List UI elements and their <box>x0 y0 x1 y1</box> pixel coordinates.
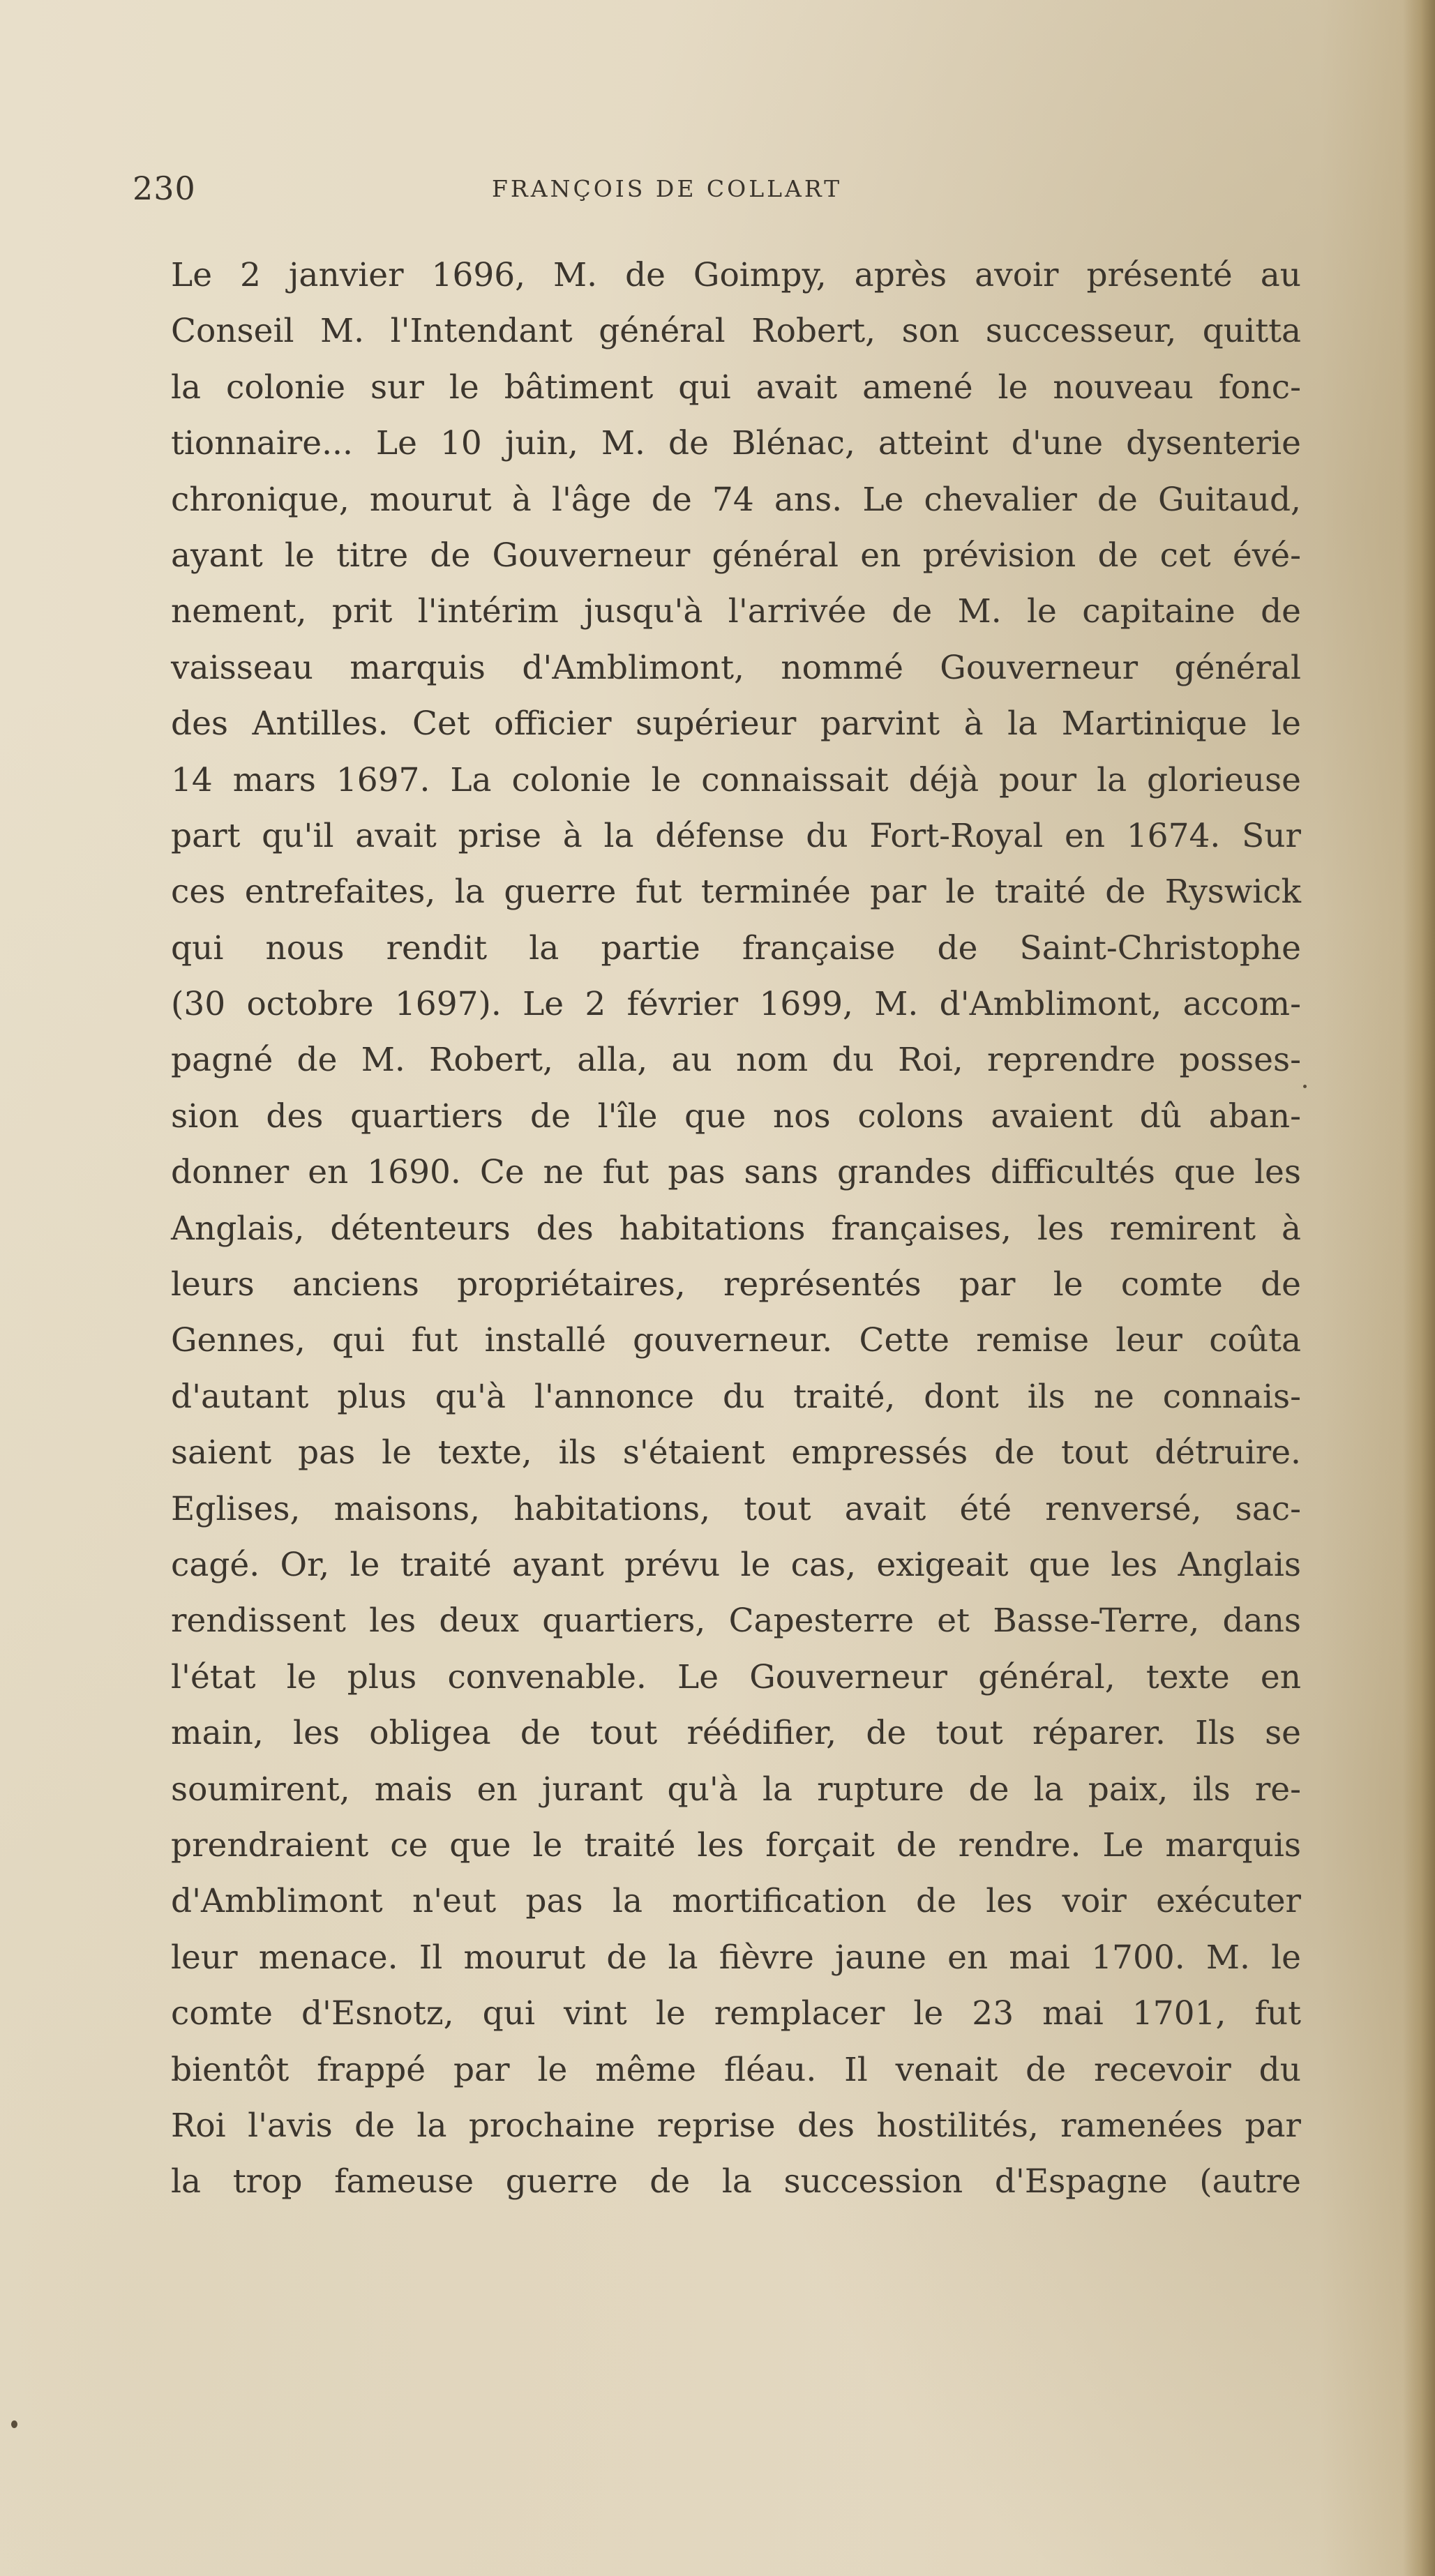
text-line: la trop fameuse guerre de la succession d'Espagne (autre <box>171 2162 1301 2201</box>
text-line: Roi l'avis de la prochaine reprise des hostilités, ramenées par <box>171 2106 1301 2145</box>
body-text <box>171 248 1301 2210</box>
text-line: ces entrefaites, la guerre fut terminée par le traité de Ryswick <box>171 873 1301 912</box>
text-line: qui nous rendit la partie française de Saint-Christophe <box>171 928 1301 967</box>
page-number: 230 <box>133 170 196 207</box>
text-line: donner en 1690. Ce ne fut pas sans grandes difficultés que les <box>171 1153 1301 1192</box>
text-line: des Antilles. Cet officier supérieur parvint à la Martinique le <box>171 705 1301 744</box>
text-line: chronique, mourut à l'âge de 74 ans. Le chevalier de Guitaud, <box>171 480 1301 519</box>
text-line: main, les obligea de tout réédifier, de tout réparer. Ils se <box>171 1714 1301 1753</box>
text-line: Eglises, maisons, habitations, tout avait été renversé, sac- <box>171 1489 1301 1528</box>
text-line: Gennes, qui fut installé gouverneur. Cette remise leur coûta <box>171 1321 1301 1360</box>
text-line: cagé. Or, le traité ayant prévu le cas, exigeait que les Anglais <box>171 1545 1301 1584</box>
text-line: d'Amblimont n'eut pas la mortification de les voir exécuter <box>171 1882 1301 1921</box>
page-edge-shadow <box>1403 0 1435 2576</box>
text-line: l'état le plus convenable. Le Gouverneur général, texte en <box>171 1657 1301 1696</box>
text-line: saient pas le texte, ils s'étaient empressés de tout détruire. <box>171 1433 1301 1472</box>
text-line: la colonie sur le bâtiment qui avait amené le nouveau fonc- <box>171 368 1301 407</box>
text-line: d'autant plus qu'à l'annonce du traité, dont ils ne connais- <box>171 1377 1301 1416</box>
text-line: Le 2 janvier 1696, M. de Goimpy, après avoir présenté au <box>171 256 1301 294</box>
running-head <box>133 170 1294 218</box>
text-line: leurs anciens propriétaires, représentés par le comte de <box>171 1265 1301 1304</box>
running-title: FRANÇOIS DE COLLART <box>492 175 843 202</box>
text-line: 14 mars 1697. La colonie le connaissait déjà pour la glorieuse <box>171 760 1301 799</box>
text-line: Anglais, détenteurs des habitations françaises, les remirent à <box>171 1209 1301 1248</box>
text-line: rendissent les deux quartiers, Capesterre et Basse-Terre, dans <box>171 1602 1301 1641</box>
text-line: prendraient ce que le traité les forçait de rendre. Le marquis <box>171 1825 1301 1865</box>
text-line: nement, prit l'intérim jusqu'à l'arrivée de M. le capitaine de <box>171 592 1301 631</box>
text-line: sion des quartiers de l'île que nos colons avaient dû aban- <box>171 1097 1301 1136</box>
paper-speck <box>1303 1085 1307 1088</box>
text-line: comte d'Esnotz, qui vint le remplacer le 23 mai 1701, fut <box>171 1994 1301 2033</box>
text-line: ayant le titre de Gouverneur général en prévision de cet évé- <box>171 536 1301 575</box>
text-line: leur menace. Il mourut de la fièvre jaune en mai 1700. M. le <box>171 1938 1301 1977</box>
text-line: Conseil M. l'Intendant général Robert, son successeur, quitta <box>171 312 1301 351</box>
paper-speck <box>11 2420 17 2428</box>
text-line: vaisseau marquis d'Amblimont, nommé Gouverneur général <box>171 648 1301 687</box>
text-line: (30 octobre 1697). Le 2 février 1699, M. d'Amblimont, accom- <box>171 985 1301 1024</box>
text-line: part qu'il avait prise à la défense du Fort-Royal en 1674. Sur <box>171 816 1301 855</box>
text-line: bientôt frappé par le même fléau. Il venait de recevoir du <box>171 2050 1301 2089</box>
text-line: soumirent, mais en jurant qu'à la rupture de la paix, ils re- <box>171 1770 1301 1809</box>
text-line: pagné de M. Robert, alla, au nom du Roi, reprendre posses- <box>171 1041 1301 1080</box>
text-line: tionnaire... Le 10 juin, M. de Blénac, atteint d'une dysenterie <box>171 424 1301 463</box>
